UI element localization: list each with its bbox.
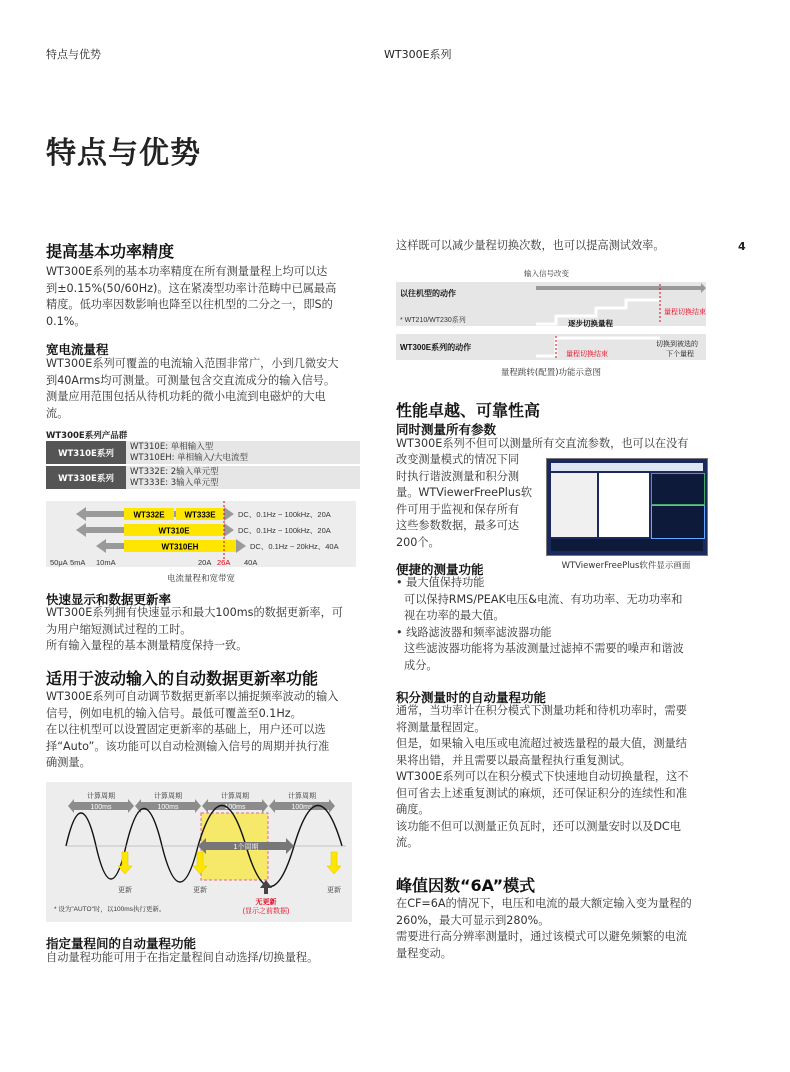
top-label: 输入信号改变: [524, 269, 569, 278]
figure-caption: 量程跳转(配置)功能示意图: [500, 368, 602, 378]
tick-label: 50μA: [50, 558, 68, 567]
no-update-label: 无更新: [255, 899, 277, 906]
text-line: 这些参数数据，最多可达: [396, 519, 520, 532]
model-bar-label: WT332E: [133, 510, 165, 520]
header-left: 特点与优势: [46, 48, 101, 61]
tick-label: 26A: [217, 558, 231, 567]
text-line: 200个。: [396, 535, 440, 549]
text-line: 测量应用范围包括从待机功耗的微小电流到电磁炉的大电: [46, 390, 326, 403]
product-name: WT330E系列: [46, 465, 126, 489]
range-note: DC、0.1Hz ~ 20kHz、40A: [250, 542, 339, 551]
range-note: DC、0.1Hz ~ 100kHz、20A: [238, 526, 331, 535]
period-label: 计算周期: [87, 793, 115, 800]
text-line: 通常，当功率计在积分模式下测量功耗和待机功率时，需要: [396, 704, 687, 717]
section-body: [46, 950, 376, 967]
product-desc-line: WT310E: 单相输入型: [130, 441, 214, 452]
text-line: 精度。低功率因数影响也降至以往机型的二分之一，即S的: [46, 298, 333, 311]
product-desc-line: WT332E: 2输入单元型: [130, 466, 219, 477]
model-bar-label: WT310EH: [161, 542, 199, 552]
text-line: WT300E系列的基本功率精度在所有测量量程上均可以达: [46, 265, 328, 278]
text-line: 在以往机型可以设置固定更新率的基础上，用户还可以选: [46, 723, 326, 736]
header-right: WT300E系列: [384, 48, 452, 61]
new-right: 下个量程: [666, 351, 694, 358]
section-title: 性能卓越、可靠性高: [396, 401, 541, 420]
text-line: 到±0.15%(50/60Hz)。这在紧凑型功率计范畴中已属最高: [46, 281, 337, 295]
text-line: 所有输入量程的基本测量精度保持一致。: [46, 639, 248, 652]
product-desc-line: WT310EH: 单相输入/大电流型: [130, 452, 249, 463]
update-label: 更新: [118, 887, 132, 894]
product-desc-line: WT333E: 3输入单元型: [130, 477, 219, 488]
model-bar-label: WT310E: [158, 526, 190, 536]
text-line: 自动量程功能可用于在指定量程间自动选择/切换量程。: [46, 951, 319, 964]
section-body: [396, 703, 726, 852]
update-arrow: [327, 852, 341, 874]
section-title: 积分测量时的自动量程功能: [396, 690, 547, 705]
product-desc: [126, 465, 360, 489]
section-title: 提高基本功率精度: [46, 242, 175, 261]
text-line: 流。: [46, 406, 69, 420]
section-subtitle: 同时测量所有参数: [396, 422, 497, 437]
waveform-figure: [46, 782, 352, 922]
period-label: 计算周期: [154, 793, 182, 800]
new-label: WT300E系列的动作: [400, 343, 472, 352]
intro-line: 这样既可以减少量程切换次数，也可以提高测试效率。: [396, 239, 665, 252]
update-label: 更新: [327, 887, 341, 894]
text-line: 0.1%。: [46, 314, 86, 328]
figure-caption: WTViewerFreePlus软件显示画面: [561, 561, 691, 571]
text-line: 到40Arms均可测量。可测量包含交直流成分的输入信号。: [46, 373, 336, 387]
text-line: 流。: [396, 836, 419, 849]
current-range-figure: [46, 501, 356, 567]
update-arrow: [118, 852, 132, 874]
text-line: 信号，例如电机的输入信号。最低可覆盖至0.1Hz。: [46, 706, 302, 720]
page-number: 4: [738, 240, 746, 253]
text-line: 但可省去上述重复测试的麻烦，还可保证积分的连续性和准: [396, 786, 687, 800]
period-value: 100ms: [157, 804, 179, 811]
section-title: 便捷的测量功能: [396, 562, 484, 577]
text-line: WT300E系列可自动调节数据更新率以捕捉频率波动的输入: [46, 690, 339, 703]
text-line: 件可用于监视和保存所有: [396, 502, 520, 516]
text-line: 改变测量模式的情况下同: [396, 453, 520, 466]
no-update-sub: (显示之前数据): [242, 908, 290, 915]
text-line: 视在功率的最大值。: [404, 609, 505, 622]
footnote: * 设为"AUTO"时，以100ms执行更新。: [54, 906, 166, 913]
section-body: [46, 689, 376, 772]
waveform-svg: [46, 782, 352, 922]
section-body: [396, 896, 726, 962]
text-line: 将测量量程固定。: [396, 720, 486, 734]
cycle-label: 1个周期: [233, 844, 259, 851]
product-table-heading: WT300E系列产品群: [46, 431, 128, 441]
text-line: 时执行谐波测量和积分测: [396, 469, 520, 483]
tick-label: 40A: [244, 558, 258, 567]
period-label: 计算周期: [288, 793, 316, 800]
section-body: [396, 452, 546, 551]
tick-label: 20A: [198, 558, 212, 567]
text-line: 量程变动。: [396, 946, 452, 960]
text-line: WT300E系列可覆盖的电流输入范围非常广，小到几微安大: [46, 357, 339, 370]
old-sub: * WT210/WT230系列: [400, 317, 466, 324]
old-end: 量程切换结束: [664, 309, 706, 316]
text-line: WT300E系列拥有快速显示和最大100ms的数据更新率，可: [46, 606, 343, 619]
text-line: 可以保持RMS/PEAK电压&电流、有功功率、无功功率和: [404, 592, 683, 606]
section-title: 适用于波动输入的自动数据更新率功能: [46, 669, 319, 688]
text-line: WT300E系列不但可以测量所有交直流参数，也可以在没有: [396, 437, 689, 450]
old-label: 以往机型的动作: [400, 289, 456, 298]
section-body: [396, 575, 716, 674]
range-switch-svg: [396, 264, 706, 364]
range-switch-figure: [396, 264, 706, 364]
text-line: WT300E系列可以在积分模式下快速地自动切换量程，这不: [396, 770, 689, 783]
current-range-svg: [46, 501, 356, 581]
bullet-item: • 线路滤波器和频率滤波器功能: [396, 625, 552, 639]
text-line: 这些滤波器功能将为基波测量过滤掉不需要的噪声和谐波: [404, 642, 684, 655]
text-line: 该功能不但可以测量正负瓦时，还可以测量安时以及DC电: [396, 819, 681, 833]
section-title: 宽电流量程: [46, 342, 109, 357]
text-line: 确度。: [396, 803, 430, 816]
section-body: [46, 264, 376, 330]
update-label: 更新: [193, 887, 207, 894]
text-line: 在CF=6A的情况下，电压和电流的最大额定输入变为量程的: [396, 897, 692, 910]
figure-caption: 电流量程和宽带宽: [166, 574, 235, 584]
period-value: 100ms: [291, 804, 313, 811]
product-desc: [126, 441, 360, 465]
product-name: WT310E系列: [46, 441, 126, 465]
tick-label: 10mA: [96, 558, 116, 567]
text-line: 果将出错，并且需要以最高量程执行重复测试。: [396, 753, 631, 767]
period-value: 100ms: [224, 804, 246, 811]
new-end: 量程切换结束: [566, 351, 608, 358]
period-value: 100ms: [90, 804, 112, 811]
text-line: 但是，如果输入电压或电流超过被选量程的最大值，测量结: [396, 737, 687, 750]
section-title: 快速显示和数据更新率: [46, 592, 172, 607]
text-line: 确测量。: [46, 756, 91, 769]
product-table: [46, 441, 360, 489]
text-line: 择“Auto”。该功能可以自动检测输入信号的周期并执行准: [46, 739, 330, 753]
text-line: 需要进行高分辨率测量时，通过该模式可以避免频繁的电流: [396, 930, 687, 943]
section-body: [46, 356, 376, 422]
page-title: 特点与优势: [46, 136, 201, 171]
section-body: [46, 605, 376, 655]
text-line: 为用户缩短测试过程的工时。: [46, 622, 192, 636]
text-line: 量。WTViewerFreePlus软: [396, 486, 533, 499]
range-note: DC、0.1Hz ~ 100kHz、20A: [238, 510, 331, 519]
tick-label: 5mA: [70, 558, 86, 567]
new-right: 切换到被选的: [656, 341, 698, 348]
text-line: 260%，最大可显示到280%。: [396, 913, 550, 927]
section-title: 峰值因数“6A”模式: [396, 876, 536, 895]
period-label: 计算周期: [221, 793, 249, 800]
software-screenshot: [546, 458, 708, 556]
text-line: 成分。: [404, 658, 438, 672]
section-title: 指定量程间的自动量程功能: [46, 936, 197, 951]
step-label: 逐步切换量程: [568, 319, 613, 328]
bullet-item: • 最大值保持功能: [396, 576, 485, 589]
model-bar-label: WT333E: [184, 510, 216, 520]
